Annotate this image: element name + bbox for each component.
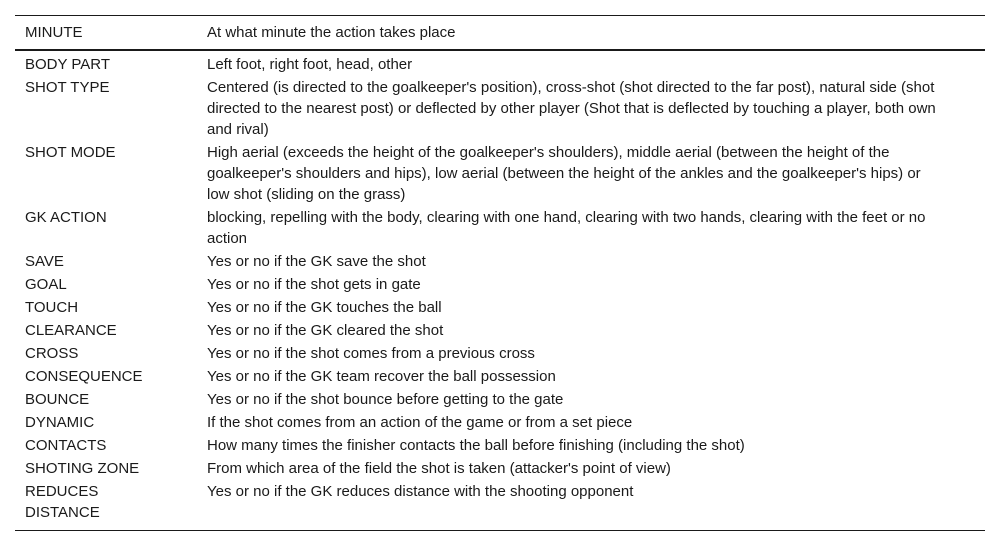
table-row (15, 251, 985, 274)
row-description: Yes or no if the shot comes from a previous cross (207, 345, 535, 362)
row-variable: CROSS (25, 345, 79, 362)
table-row (15, 320, 985, 343)
row-description: Yes or no if the GK cleared the shot (207, 322, 444, 339)
row-variable: SHOTING ZONE (25, 460, 140, 477)
row-description: Yes or no if the GK reduces distance with the shooting opponent (207, 483, 634, 500)
row-description: If the shot comes from an action of the game or from a set piece (207, 414, 633, 431)
row-variable: CONSEQUENCE (25, 368, 143, 385)
row-variable: GOAL (25, 276, 67, 293)
row-description: From which area of the field the shot is taken (attacker's point of view) (207, 460, 671, 477)
row-description: blocking, repelling with the body, clearing with one hand, clearing with two hands, clearing with the feet or no action (207, 209, 926, 247)
row-description: Yes or no if the GK save the shot (207, 253, 426, 270)
table-row (15, 412, 985, 435)
table-row (15, 435, 985, 458)
variables-table-container (15, 15, 985, 531)
row-variable: DYNAMIC (25, 414, 95, 431)
row-variable: TOUCH (25, 299, 79, 316)
row-variable: SHOT TYPE (25, 79, 110, 96)
table-row (15, 77, 985, 142)
table-row (15, 481, 985, 531)
row-variable: CLEARANCE (25, 322, 117, 339)
row-description: Yes or no if the GK team recover the ball possession (207, 368, 556, 385)
table-body (15, 50, 985, 531)
row-description: Yes or no if the GK touches the ball (207, 299, 442, 316)
table-row (15, 458, 985, 481)
row-variable: BODY PART (25, 56, 111, 73)
row-description: Yes or no if the shot bounce before getting to the gate (207, 391, 564, 408)
row-description: High aerial (exceeds the height of the goalkeeper's shoulders), middle aerial (between the height of the goalkeeper's shoulders and hips), low aerial (between the height of the ankles and the goalkeeper's hips) or low shot (sliding on the grass) (207, 144, 921, 203)
header-description: At what minute the action takes place (207, 24, 456, 41)
row-description: Left foot, right foot, head, other (207, 56, 413, 73)
row-variable: REDUCES DISTANCE (25, 483, 100, 521)
row-description: Centered (is directed to the goalkeeper's position), cross-shot (shot directed to the far post), natural side (shot directed to the nearest post) or deflected by other player (Shot that is deflected by touching a player, both own and rival) (207, 79, 936, 138)
row-variable: CONTACTS (25, 437, 107, 454)
row-description: How many times the finisher contacts the ball before finishing (including the shot) (207, 437, 745, 454)
table-header (15, 16, 985, 51)
table-row (15, 274, 985, 297)
variables-table (15, 15, 985, 531)
table-row (15, 142, 985, 207)
table-row (15, 50, 985, 77)
table-row (15, 343, 985, 366)
table-row (15, 297, 985, 320)
row-variable: GK ACTION (25, 209, 107, 226)
table-row (15, 207, 985, 251)
table-row (15, 389, 985, 412)
row-variable: SHOT MODE (25, 144, 116, 161)
row-description: Yes or no if the shot gets in gate (207, 276, 421, 293)
row-variable: SAVE (25, 253, 64, 270)
row-variable: BOUNCE (25, 391, 90, 408)
table-row (15, 366, 985, 389)
header-row (15, 16, 985, 51)
header-variable: MINUTE (25, 24, 83, 41)
